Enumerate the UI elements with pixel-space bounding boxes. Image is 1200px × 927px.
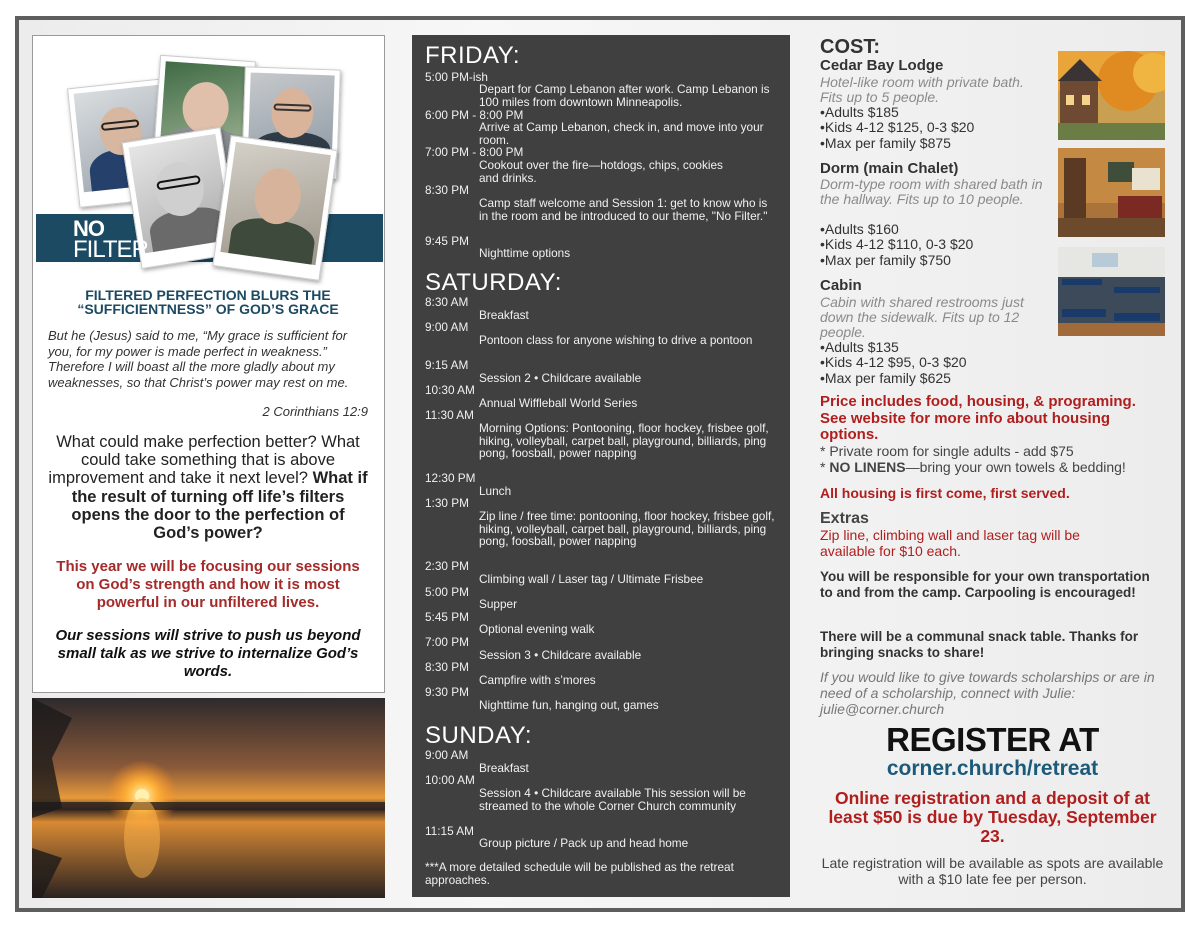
schedule-time: 5:45 PM (425, 610, 469, 624)
schedule-desc: Pontoon class for anyone wishing to drive a pontoon (479, 333, 753, 347)
schedule-desc: Lunch (479, 484, 512, 498)
schedule-desc: Cookout over the fire—hotdogs, chips, cookies and drinks. (479, 158, 723, 185)
note-private-room: * Private room for single adults - add $75 (820, 443, 1074, 459)
lodge-photo (1058, 51, 1165, 140)
schedule-desc: Camp staff welcome and Session 1: get to know who is in the room and be introduced to our theme, "No Filter." (479, 196, 768, 223)
note-linens-bold: NO LINENS (829, 459, 906, 475)
schedule-desc: Supper (479, 597, 518, 611)
scripture-reference: 2 Corinthians 12:9 (262, 404, 368, 419)
scholarship-notice: If you would like to give towards scholarships or are in need of a scholarship, connect with Julie: julie@corner.church (820, 669, 1155, 717)
schedule-desc: Annual Wiffleball World Series (479, 396, 638, 410)
register-link[interactable]: corner.church/retreat (886, 757, 1099, 780)
schedule-time: 9:15 AM (425, 358, 469, 372)
room-desc-dorm: Dorm-type room with shared bath in the hallway. Fits up to 10 people. (820, 176, 1043, 207)
room-desc-cabin: Cabin with shared restrooms just down the sidewalk. Fits up to 12 people. (820, 294, 1024, 340)
schedule-time: 8:30 AM (425, 295, 469, 309)
schedule-desc: Campfire with s’mores (479, 673, 596, 687)
schedule-desc: Breakfast (479, 761, 529, 775)
room-name-cabin: Cabin (820, 277, 862, 294)
scripture-verse: But he (Jesus) said to me, “My grace is sufficient for you, for my power is made perfect in weakness.” Therefore I will boast all the more gladly about my weaknesses, so that Christ’s power may rest on me. (48, 328, 349, 390)
note-linens (820, 459, 1165, 475)
price-line: •Max per family $875 (820, 135, 951, 151)
sunset-photo (32, 698, 385, 898)
collage (33, 36, 384, 286)
cabin-illustration (1058, 247, 1165, 336)
polaroid-photo (212, 135, 337, 281)
price-line: •Max per family $625 (820, 370, 951, 386)
schedule-desc: Nighttime options (479, 246, 571, 260)
note-linens-prefix: * (820, 459, 830, 475)
schedule-desc: Morning Options: Pontooning, floor hockey, frisbee golf, hiking, volleyball, carpet ball, playground, billiards, ping pong, foosball, power napping (479, 421, 769, 460)
headline (48, 288, 368, 316)
schedule-desc: Climbing wall / Laser tag / Ultimate Frisbee (479, 572, 704, 586)
dorm-illustration (1058, 148, 1165, 237)
transport-notice: You will be responsible for your own transportation to and from the camp. Carpooling is encouraged! (820, 569, 1150, 600)
schedule-time: 9:00 AM (425, 748, 469, 762)
schedule-time: 2:30 PM (425, 559, 469, 573)
sunset-illustration (32, 698, 385, 898)
logo-no: NO (73, 216, 104, 241)
extras-text: Zip line, climbing wall and laser tag will be available for $10 each. (820, 527, 1080, 559)
schedule-time: 9:00 AM (425, 320, 469, 334)
day-heading-friday: FRIDAY: (425, 42, 521, 69)
cost-title: COST: (820, 36, 880, 58)
price-line: •Adults $185 (820, 104, 899, 120)
price-line: •Kids 4-12 $125, 0-3 $20 (820, 119, 975, 135)
schedule-time: 8:30 PM (425, 183, 469, 197)
schedule-desc: Depart for Camp Lebanon after work. Camp Lebanon is 100 miles from downtown Minneapolis. (479, 82, 770, 109)
room-desc-lodge: Hotel-like room with private bath. Fits up to 5 people. (820, 74, 1024, 105)
schedule-time: 10:00 AM (425, 773, 475, 787)
price-includes: Price includes food, housing, & programing. See website for more info about housing options. (820, 393, 1136, 444)
schedule-panel (412, 35, 790, 897)
focus-statement: This year we will be focusing our sessions on God’s strength and how it is most powerful in our unfiltered lives. (56, 558, 360, 611)
question-plain: What could make perfection better? What could take something that is above improvement and take it next level? (48, 433, 360, 488)
headline-line: “SUFFICIENTNESS” OF GOD’S GRACE (77, 301, 339, 317)
cabin-photo (1058, 247, 1165, 336)
price-line: •Max per family $750 (820, 252, 951, 268)
schedule-time: 7:00 PM - 8:00 PM (425, 145, 524, 159)
schedule-time: 7:00 PM (425, 635, 469, 649)
late-registration: Late registration will be available as spots are available with a $10 late fee per person. (821, 855, 1164, 887)
schedule-time: 9:45 PM (425, 234, 469, 248)
register-title: REGISTER AT (886, 721, 1099, 758)
schedule-desc: Session 2 • Childcare available (479, 371, 642, 385)
schedule-desc: Group picture / Pack up and head home (479, 836, 689, 850)
note-linens-rest: —bring your own towels & bedding! (905, 459, 1126, 475)
room-name-dorm: Dorm (main Chalet) (820, 160, 959, 177)
schedule-note: ***A more detailed schedule will be published as the retreat approaches. (425, 860, 734, 887)
schedule-time: 1:30 PM (425, 496, 469, 510)
price-line: •Adults $160 (820, 221, 899, 237)
schedule-time: 8:30 PM (425, 660, 469, 674)
sessions-statement: Our sessions will strive to push us beyond small talk as we strive to internalize God’s words. (55, 627, 361, 680)
dorm-photo (1058, 148, 1165, 237)
headline-line: FILTERED PERFECTION BLURS THE (85, 287, 331, 303)
schedule-desc: Breakfast (479, 308, 529, 322)
lodge-illustration (1058, 51, 1165, 140)
schedule-time: 10:30 AM (425, 383, 475, 397)
price-line: •Kids 4-12 $95, 0-3 $20 (820, 354, 967, 370)
logo-filter: FILTER (73, 236, 148, 263)
schedule-desc: Optional evening walk (479, 622, 595, 636)
first-come-notice: All housing is first come, first served. (820, 485, 1070, 501)
schedule-time: 9:30 PM (425, 685, 469, 699)
schedule-time: 5:00 PM-ish (425, 70, 488, 84)
schedule-desc: Session 4 • Childcare available This session will be streamed to the whole Corner Church community (479, 786, 746, 813)
schedule-time: 12:30 PM (425, 471, 476, 485)
schedule-desc: Arrive at Camp Lebanon, check in, and move into your room. (479, 120, 764, 147)
room-name-lodge: Cedar Bay Lodge (820, 57, 944, 74)
reflection-question (48, 433, 368, 542)
price-line: •Kids 4-12 $110, 0-3 $20 (820, 236, 974, 252)
price-line: •Adults $135 (820, 339, 899, 355)
question-bold: What if the result of turning off life’s filters opens the door to the perfection of God’s power? (71, 469, 368, 543)
schedule-desc: Nighttime fun, hanging out, games (479, 698, 659, 712)
snack-notice: There will be a communal snack table. Thanks for bringing snacks to share! (820, 629, 1139, 660)
housing-notes (820, 443, 1165, 475)
schedule-time: 6:00 PM - 8:00 PM (425, 108, 524, 122)
schedule-desc: Session 3 • Childcare available (479, 648, 642, 662)
schedule-time: 11:15 AM (425, 824, 474, 838)
day-heading-sunday: SUNDAY: (425, 722, 533, 749)
registration-deadline: Online registration and a deposit of at least $50 is due by Tuesday, September 23. (828, 788, 1157, 846)
schedule-desc: Zip line / free time: pontooning, floor hockey, frisbee golf, hiking, volleyball, carpet ball, playground, billiards, ping pong, foosball, power napping (479, 509, 775, 548)
extras-title: Extras (820, 510, 869, 527)
schedule-time: 5:00 PM (425, 585, 469, 599)
schedule-time: 11:30 AM (425, 408, 474, 422)
day-heading-saturday: SATURDAY: (425, 269, 562, 296)
